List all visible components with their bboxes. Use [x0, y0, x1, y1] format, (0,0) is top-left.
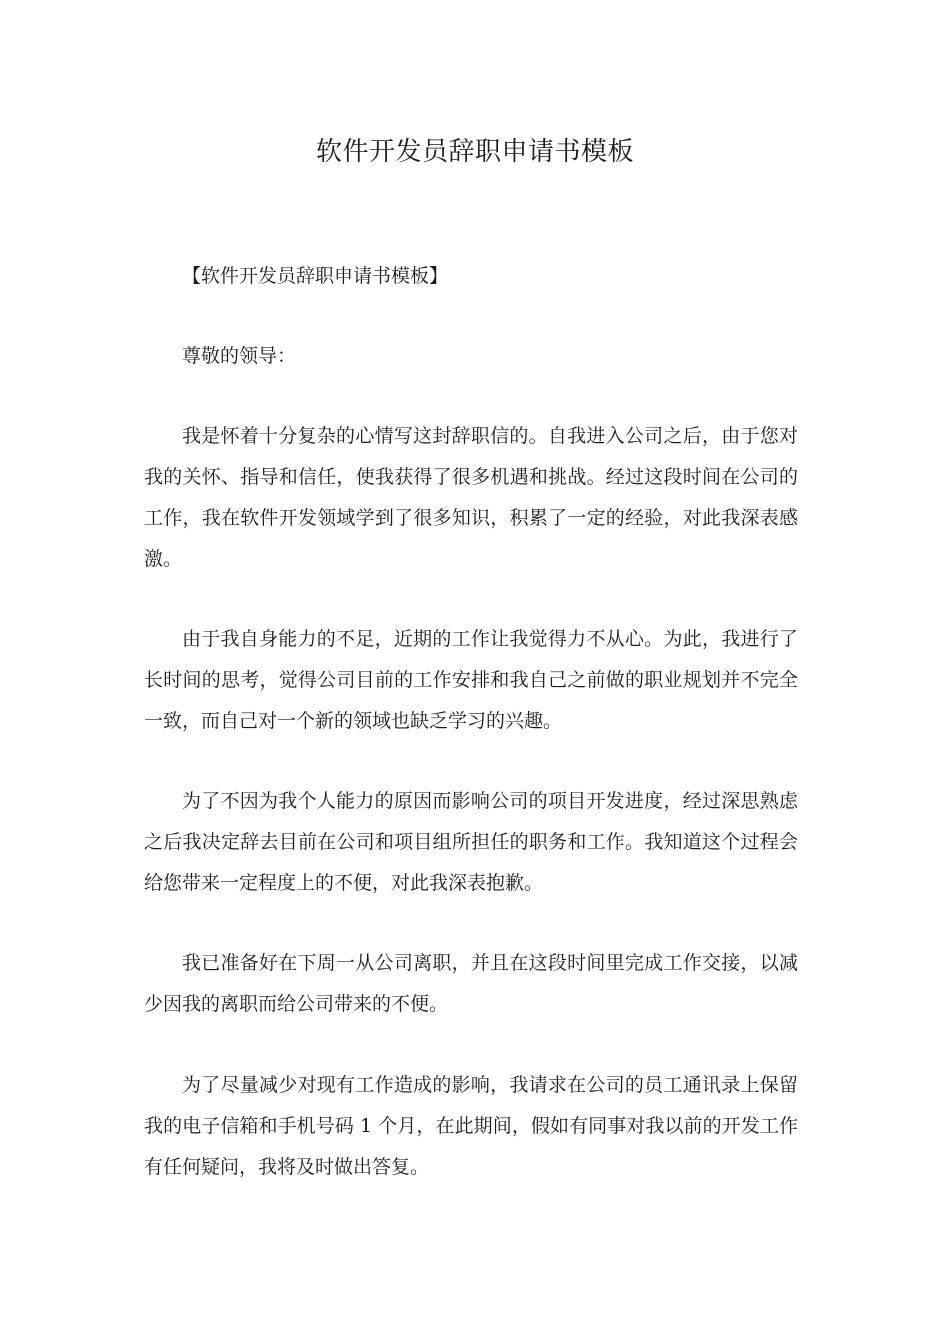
- paragraph-3: 为了不因为我个人能力的原因而影响公司的项目开发进度，经过深思熟虑之后我决定辞去目前在公司和项目组所担任的职务和工作。我知道这个过程会给您带来一定程度上的不便，对此我深表抱歉。: [144, 790, 798, 894]
- salutation: 尊敬的领导：: [182, 345, 297, 367]
- paragraph-2: 由于我自身能力的不足，近期的工作让我觉得力不从心。为此，我进行了长时间的思考，觉得公司目前的工作安排和我自己之前做的职业规划并不完全一致，而自己对一个新的领域也缺乏学习的兴趣。: [144, 628, 798, 732]
- document-heading: 【软件开发员辞职申请书模板】: [182, 265, 449, 287]
- paragraph-5: 为了尽量减少对现有工作造成的影响，我请求在公司的员工通讯录上保留我的电子信箱和手机号码 1 个月，在此期间，假如有同事对我以前的开发工作有任何疑问，我将及时做出答复。: [144, 1074, 798, 1178]
- paragraph-1: 我是怀着十分复杂的心情写这封辞职信的。自我进入公司之后，由于您对我的关怀、指导和信任，使我获得了很多机遇和挑战。经过这段时间在公司的工作，我在软件开发领域学到了很多知识，积累了一定的经验，对此我深表感激。: [144, 425, 798, 570]
- paragraph-4: 我已准备好在下周一从公司离职，并且在这段时间里完成工作交接，以减少因我的离职而给公司带来的不便。: [144, 952, 798, 1015]
- document-title: 软件开发员辞职申请书模板: [315, 137, 634, 167]
